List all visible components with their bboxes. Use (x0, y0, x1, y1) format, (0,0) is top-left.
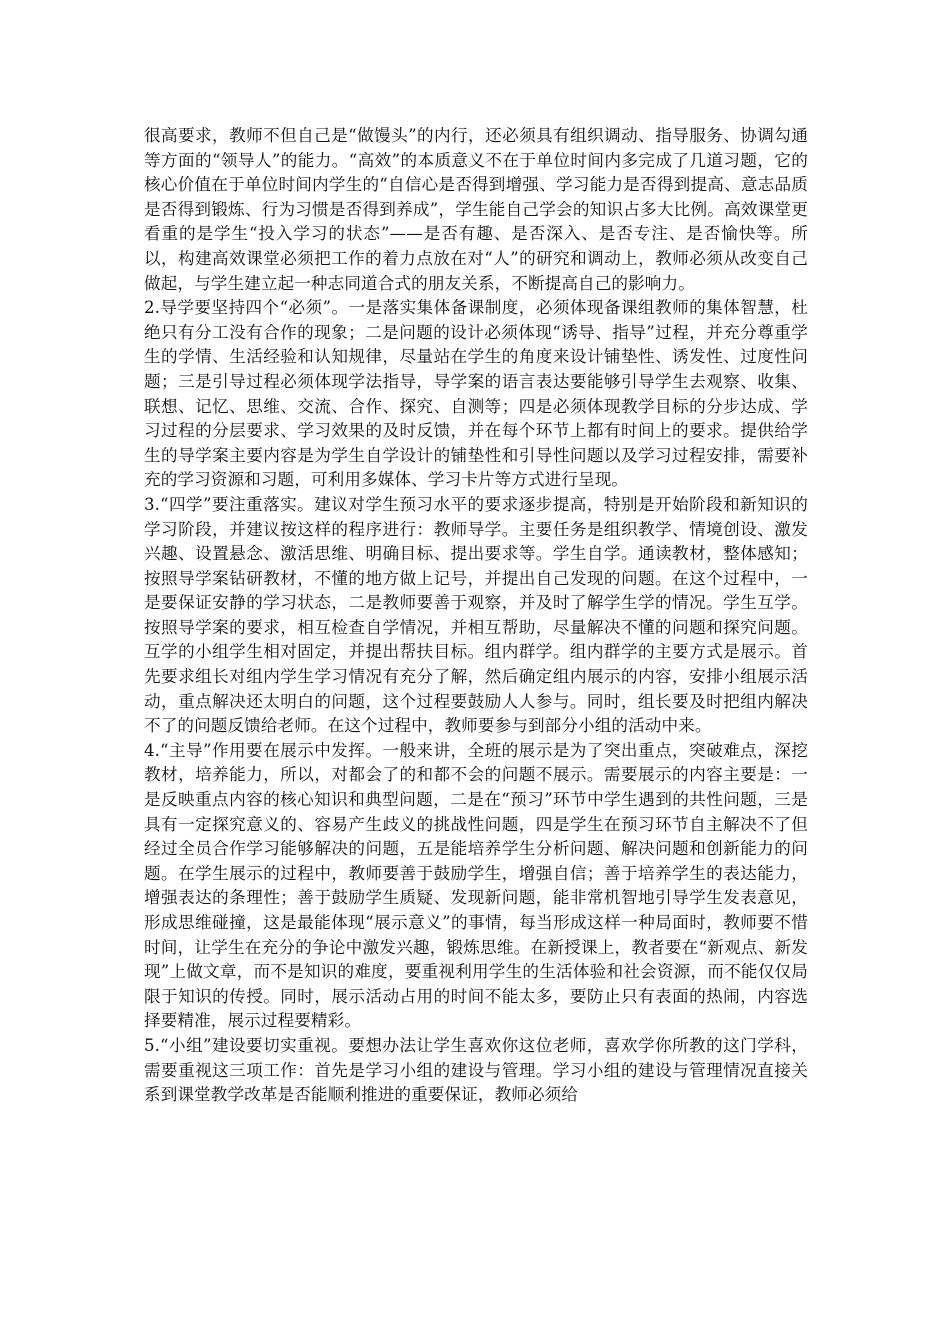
paragraph-item-2: 2.导学要坚持四个“必须”。一是落实集体备课制度，必须体现备课组教师的集体智慧，杜绝只有分工没有合作的现象；二是问题的设计必须体现“诱导、指导”过程，并充分尊重学生的学情、生活经验和认知规律，尽量站在学生的角度来设计铺垫性、诱发性、过度性问题；三是引导过程必须体现学法指导，导学案的语言表达要能够引导学生去观察、收集、联想、记忆、思维、交流、合作、探究、自测等；四是必须体现教学目标的分步达成、学习过程的分层要求、学习效果的及时反馈，并在每个环节上都有时间上的要求。提供给学生的导学案主要内容是为学生自学设计的铺垫性和引导性问题以及学习过程安排，需要补充的学习资源和习题，可利用多媒体、学习卡片等方式进行呈现。 (144, 298, 808, 490)
paragraph-item-4: 4.“主导”作用要在展示中发挥。一般来讲，全班的展示是为了突出重点，突破难点，深挖教材，培养能力，所以，对都会了的和都不会的问题不展示。需要展示的内容主要是：一是反映重点内容的核心知识和典型问题，二是在“预习”环节中学生遇到的共性问题，三是具有一定探究意义的、容易产生歧义的挑战性问题，四是学生在预习环节自主解决不了但经过全员合作学习能够解决的问题，五是能培养学生分析问题、解决问题和创新能力的问题。在学生展示的过程中，教师要善于鼓励学生，增强自信；善于培养学生的表达能力，增强表达的条理性；善于鼓励学生质疑、发现新问题，能非常机智地引导学生发表意见，形成思维碰撞，这是最能体现“展示意义”的事情，每当形成这样一种局面时，教师要不惜时间，让学生在充分的争论中激发兴趣，锻炼思维。在新授课上，教者要在“新观点、新发现”上做文章，而不是知识的难度，要重视利用学生的生活体验和社会资源，而不能仅仅局限于知识的传授。同时，展示活动占用的时间不能太多，要防止只有表面的热闹，内容选择要精准，展示过程要精彩。 (144, 740, 808, 1031)
document-body (144, 124, 808, 1108)
paragraph-item-3: 3.“四学”要注重落实。建议对学生预习水平的要求逐步提高，特别是开始阶段和新知识的学习阶段，并建议按这样的程序进行：教师导学。主要任务是组织教学、情境创设、激发兴趣、设置悬念、激活思维、明确目标、提出要求等。学生自学。通读教材，整体感知；按照导学案钻研教材，不懂的地方做上记号，并提出自己发现的问题。在这个过程中，一是要保证安静的学习状态，二是教师要善于观察，并及时了解学生学的情况。学生互学。按照导学案的要求，相互检查自学情况，并相互帮助，尽量解决不懂的问题和探究问题。互学的小组学生相对固定，并提出帮扶目标。组内群学。组内群学的主要方式是展示。首先要求组长对组内学生学习情况有充分了解，然后确定组内展示的内容，安排小组展示活动，重点解决还太明白的问题，这个过程要鼓励人人参与。同时，组长要及时把组内解决不了的问题反馈给老师。在这个过程中，教师要参与到部分小组的活动中来。 (144, 494, 808, 736)
paragraph-item-5: 5.“小组”建设要切实重视。要想办法让学生喜欢你这位老师，喜欢学你所教的这门学科，需要重视这三项工作：首先是学习小组的建设与管理。学习小组的建设与管理情况直接关系到课堂教学改革是否能顺利推进的重要保证，教师必须给 (144, 1035, 808, 1105)
paragraph-continuation: 很高要求，教师不但自己是“做馒头”的内行，还必须具有组织调动、指导服务、协调勾通等方面的“领导人”的能力。“高效”的本质意义不在于单位时间内多完成了几道习题，它的核心价值在于单位时间内学生的“自信心是否得到增强、学习能力是否得到提高、意志品质是否得到锻炼、行为习惯是否得到养成”，学生能自己学会的知识占多大比例。高效课堂更看重的是学生“投入学习的状态”——是否有趣、是否深入、是否专注、是否愉快等。所以，构建高效课堂必须把工作的着力点放在对“人”的研究和调动上，教师必须从改变自己做起，与学生建立起一种志同道合式的朋友关系，不断提高自己的影响力。 (144, 126, 808, 293)
